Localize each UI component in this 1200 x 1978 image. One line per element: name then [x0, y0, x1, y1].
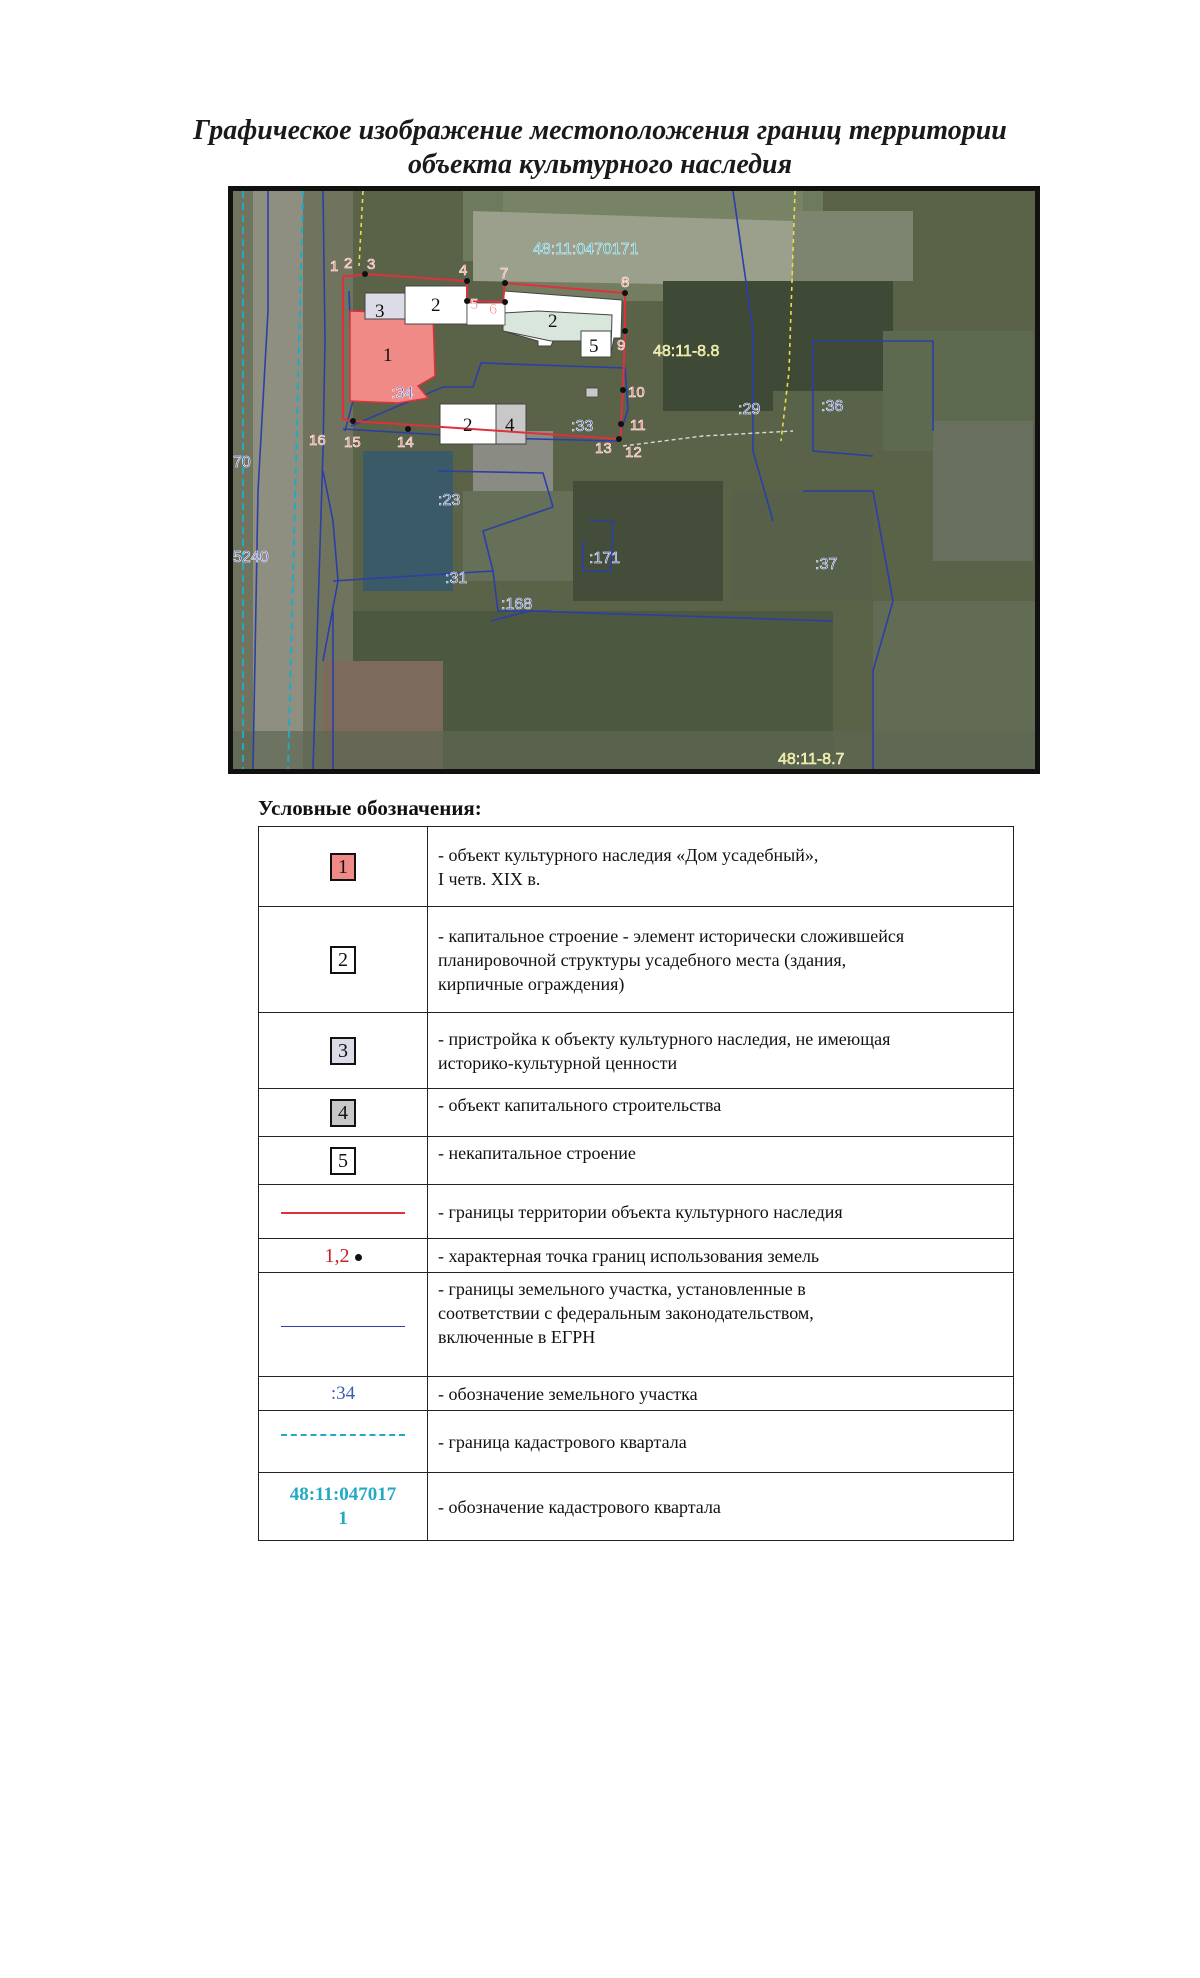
legend-text: кирпичные ограждения)	[438, 973, 625, 994]
parcel-label: :33	[571, 418, 594, 435]
legend-quarter-label: 1	[338, 1507, 348, 1529]
legend-row	[259, 1185, 1014, 1239]
legend-row	[259, 907, 1014, 1013]
legend-text: I четв. XIX в.	[438, 868, 541, 889]
legend-text: - объект капитального строительства	[438, 1095, 722, 1115]
building-number: 3	[375, 301, 385, 322]
point-label: 3	[367, 256, 376, 273]
building-number: 2	[463, 415, 473, 436]
building-number: 4	[505, 415, 515, 436]
parcel-label: :31	[445, 570, 468, 587]
quarter-label-east: 48:11-8.8	[653, 343, 720, 360]
parcel-label: :23	[438, 492, 461, 509]
legend-row	[259, 1013, 1014, 1089]
legend-text: планировочной структуры усадебного места (здания,	[438, 949, 847, 970]
legend-blue-line	[281, 1326, 405, 1327]
legend-text: - обозначение кадастрового квартала	[438, 1496, 721, 1517]
legend-text: - объект культурного наследия «Дом усадебный»,	[438, 844, 819, 865]
legend-symbol-box: 2	[330, 946, 356, 974]
building-number: 2	[548, 311, 558, 332]
legend-parcel-label: :34	[330, 1383, 356, 1404]
map-frame	[228, 186, 1040, 774]
title-line-2: объекта культурного наследия	[407, 149, 793, 180]
parcel-label: :29	[738, 401, 761, 418]
legend-red-line	[281, 1212, 405, 1214]
legend-symbol-box: 5	[330, 1147, 356, 1175]
legend-text: - границы территории объекта культурного наследия	[438, 1201, 843, 1222]
point-label: 5	[470, 296, 479, 313]
title-line-1: Графическое изображение местоположения границ территории	[193, 115, 1007, 146]
legend-text: - капитальное строение - элемент исторически сложившейся	[438, 925, 905, 946]
legend-text: - границы земельного участка, установленные в	[438, 1279, 806, 1299]
point-label: 12	[625, 444, 642, 461]
legend-point-dot	[355, 1254, 362, 1261]
parcel-label: :168	[501, 596, 533, 613]
legend-dashed-line	[281, 1434, 405, 1436]
legend-text: - некапитальное строение	[438, 1143, 636, 1163]
quarter-label-main: 48:11:0470171	[533, 241, 639, 258]
satellite-map[interactable]	[233, 191, 1035, 769]
point-label: 4	[459, 262, 468, 279]
legend-row	[259, 1137, 1014, 1185]
parcel-label: 5240	[233, 549, 269, 566]
point-label: 2	[344, 255, 353, 272]
legend-point-label: 1,2	[324, 1244, 350, 1267]
point-label: 15	[344, 434, 361, 451]
legend-row	[259, 1273, 1014, 1377]
legend-text: - обозначение земельного участка	[438, 1383, 698, 1404]
legend-quarter-label: 48:11:047017	[289, 1483, 397, 1505]
legend-symbol-box: 1	[330, 853, 356, 881]
legend-row	[259, 1411, 1014, 1473]
legend-text: - пристройка к объекту культурного наследия, не имеющая	[438, 1028, 891, 1049]
annex-3	[365, 293, 405, 319]
legend-text: - характерная точка границ использования земель	[438, 1245, 820, 1266]
parcel-label: :34	[391, 385, 414, 402]
point-label: 9	[617, 337, 626, 354]
point-label: 8	[621, 274, 630, 291]
legend-symbol-box: 3	[330, 1037, 356, 1065]
legend-text: историко-культурной ценности	[438, 1052, 678, 1073]
parcel-label: :37	[815, 556, 838, 573]
point-label: 11	[630, 417, 646, 434]
building-number: 1	[383, 345, 393, 366]
point-label: 16	[309, 432, 326, 449]
building-number: 5	[589, 336, 599, 357]
legend-row	[259, 1473, 1014, 1541]
legend-text: включенные в ЕГРН	[438, 1327, 596, 1347]
quarter-label-se: 48:11-8.7	[778, 751, 845, 768]
point-label: 14	[397, 434, 414, 451]
parcel-label: :36	[821, 398, 844, 415]
point-label: 6	[489, 301, 498, 318]
legend-symbol-box: 4	[330, 1099, 356, 1127]
building-number: 2	[431, 295, 441, 316]
point-label: 7	[500, 265, 509, 282]
legend-row	[259, 1239, 1014, 1273]
page-title	[0, 114, 1200, 182]
parcel-label: 70	[233, 454, 251, 471]
legend-row	[259, 827, 1014, 907]
parcel-label: :171	[589, 550, 621, 567]
legend-table	[258, 826, 1014, 1541]
point-label: 10	[628, 384, 645, 401]
point-label: 13	[595, 440, 612, 457]
point-label: 1	[330, 258, 339, 275]
legend-caption: Условные обозначения:	[258, 796, 482, 820]
legend-row	[259, 1377, 1014, 1411]
legend-text: - граница кадастрового квартала	[438, 1431, 687, 1452]
legend-row	[259, 1089, 1014, 1137]
legend-text: соответствии с федеральным законодательством,	[438, 1303, 814, 1323]
